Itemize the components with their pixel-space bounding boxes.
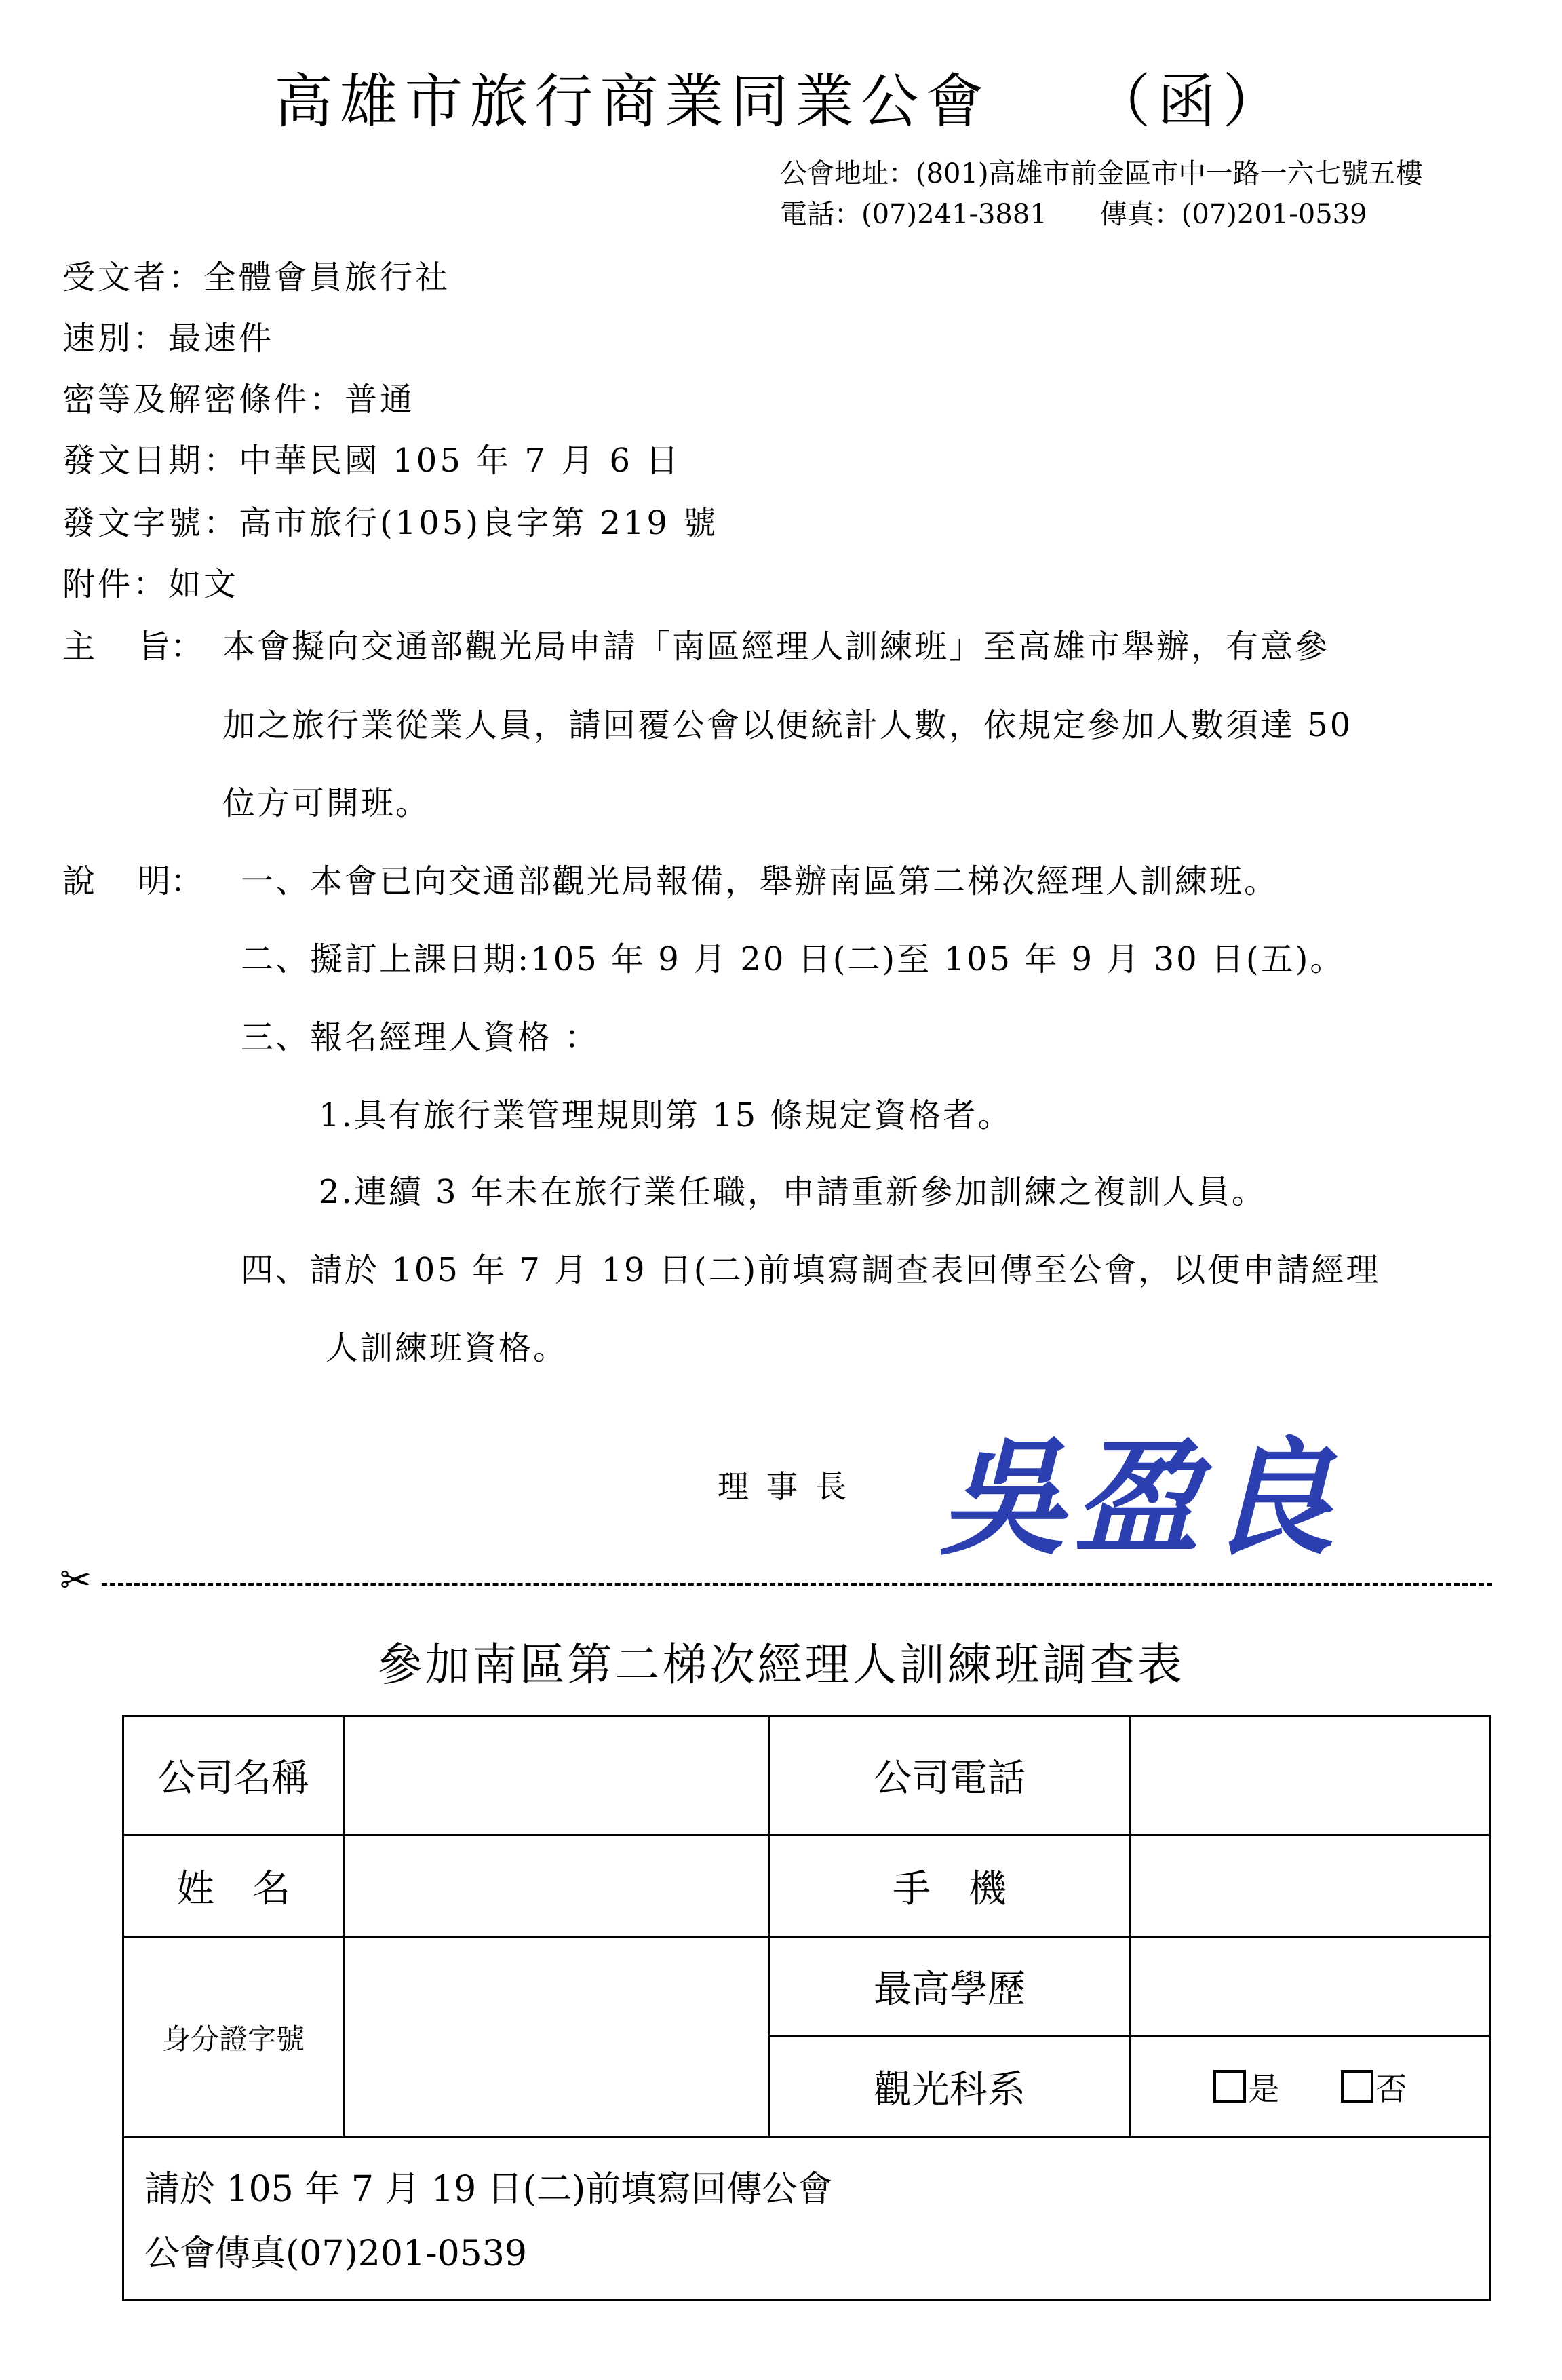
survey-form-table xyxy=(122,1715,1491,2301)
company-phone-field[interactable] xyxy=(1131,1716,1490,1835)
explanation-item: 一、本會已向交通部觀光局報備，舉辦南區第二梯次經理人訓練班。 xyxy=(241,862,1279,900)
form-footer xyxy=(123,2138,1490,2301)
org-title: 高雄市旅行商業同業公會 xyxy=(274,68,991,136)
company-phone-label: 公司電話 xyxy=(769,1716,1131,1835)
education-field[interactable] xyxy=(1131,1937,1490,2036)
org-phone: 電話：(07)241-3881 xyxy=(780,199,1047,230)
company-name-label: 公司名稱 xyxy=(123,1716,344,1835)
footer-deadline: 請於 105 年 7 月 19 日(二)前填寫回傳公會 xyxy=(144,2169,833,2210)
chairman-signature: 吳盈良 xyxy=(939,1423,1343,1572)
explanation-label: 說 明： xyxy=(62,862,203,900)
org-fax: 傳真：(07)201-0539 xyxy=(1099,199,1367,230)
subject-line: 本會擬向交通部觀光局申請「南區經理人訓練班」至高雄市舉辦，有意參 xyxy=(222,628,1330,666)
doc-type: （函） xyxy=(1092,68,1288,136)
org-address: 公會地址：(801)高雄市前金區市中一路一六七號五樓 xyxy=(780,158,1423,189)
recipient: 受文者：全體會員旅行社 xyxy=(62,258,451,296)
mobile-field[interactable] xyxy=(1131,1835,1490,1937)
tourism-dept-options xyxy=(1131,2036,1490,2138)
explanation-subitem: 1.具有旅行業管理規則第 15 條規定資格者。 xyxy=(319,1096,1013,1134)
name-field[interactable] xyxy=(344,1835,769,1937)
mobile-label: 手 機 xyxy=(769,1835,1131,1937)
id-number-field[interactable] xyxy=(344,1937,769,2138)
yes-option[interactable]: 是 xyxy=(1213,2071,1280,2107)
explanation-subitem: 2.連續 3 年未在旅行業任職，申請重新參加訓練之複訓人員。 xyxy=(319,1173,1266,1211)
cut-line xyxy=(102,1583,1492,1586)
scissors-icon: ✂ xyxy=(60,1558,92,1602)
classification: 密等及解密條件：普通 xyxy=(62,381,416,419)
no-checkbox[interactable] xyxy=(1341,2070,1373,2103)
company-name-field[interactable] xyxy=(344,1716,769,1835)
document-number: 發文字號：高市旅行(105)良字第 219 號 xyxy=(62,504,719,542)
explanation-item: 二、擬訂上課日期:105 年 9 月 20 日(二)至 105 年 9 月 30 日(五)。 xyxy=(241,940,1345,978)
education-label: 最高學歷 xyxy=(769,1937,1131,2036)
explanation-item: 人訓練班資格。 xyxy=(326,1329,568,1367)
subject-line: 位方可開班。 xyxy=(222,784,431,822)
letterhead-title xyxy=(0,54,1562,138)
id-number-label: 身分證字號 xyxy=(123,1937,344,2138)
name-label: 姓 名 xyxy=(123,1835,344,1937)
urgency: 速別：最速件 xyxy=(62,320,275,358)
subject-line: 加之旅行業從業人員，請回覆公會以便統計人數，依規定參加人數須達 50 xyxy=(222,706,1353,744)
chairman-title: 理事長 xyxy=(718,1468,864,1505)
subject-label: 主 旨： xyxy=(62,628,203,666)
form-title: 參加南區第二梯次經理人訓練班調查表 xyxy=(377,1638,1185,1691)
explanation-item: 三、報名經理人資格 ： xyxy=(241,1018,600,1056)
no-option[interactable]: 否 xyxy=(1341,2071,1407,2107)
explanation-item: 四、請於 105 年 7 月 19 日(二)前填寫調查表回傳至公會，以便申請經理 xyxy=(241,1251,1381,1289)
attachment: 附件：如文 xyxy=(62,565,239,603)
org-contact xyxy=(780,193,1367,231)
yes-checkbox[interactable] xyxy=(1213,2070,1246,2103)
issue-date: 發文日期：中華民國 105 年 7 月 6 日 xyxy=(62,442,682,480)
footer-fax: 公會傳真(07)201-0539 xyxy=(144,2233,527,2274)
tourism-dept-label: 觀光科系 xyxy=(769,2036,1131,2138)
